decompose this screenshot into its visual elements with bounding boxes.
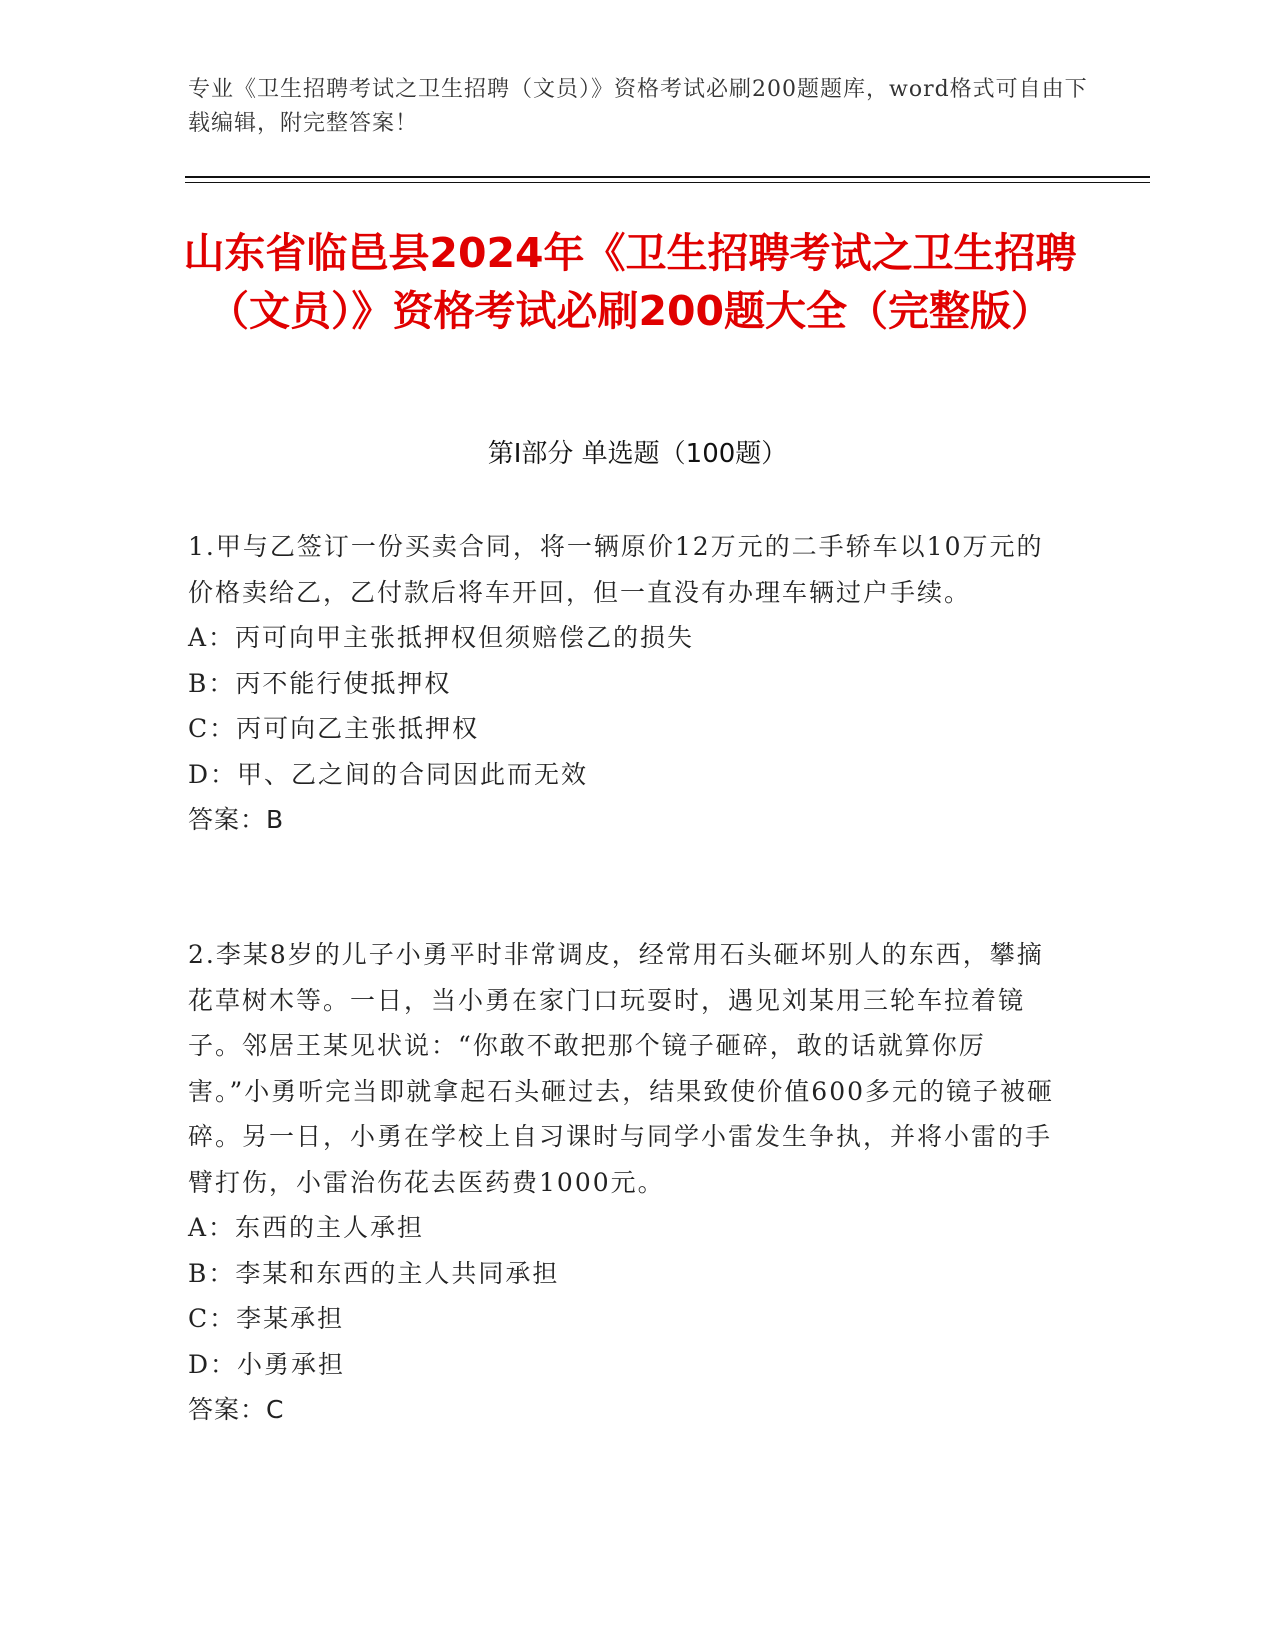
header-divider-thin [185, 182, 1150, 183]
question-1 [188, 524, 1068, 843]
header-divider-thick [185, 176, 1150, 178]
option-b: B：丙不能行使抵押权 [188, 668, 452, 698]
section-title: 第Ⅰ部分 单选题（100题） [487, 439, 788, 469]
answer: 答案：C [188, 1395, 285, 1424]
question-text: 1.甲与乙签订一份买卖合同，将一辆原价12万元的二手轿车以10万元的价格卖给乙，乙付款后将车开回，但一直没有办理车辆过户手续。 [188, 532, 1044, 607]
question-text: 2.李某8岁的儿子小勇平时非常调皮，经常用石头砸坏别人的东西，攀摘花草树木等。一日，当小勇在家门口玩耍时，遇见刘某用三轮车拉着镜子。邻居王某见状说：“你敢不敢把那个镜子砸碎，敢的话就算你厉害。”小勇听完当即就拿起石头砸过去，结果致使价值600多元的镜子被砸碎。另一日，小勇在学校上自习课时与同学小雷发生争执，并将小雷的手臂打伤，小雷治伤花去医药费1000元。 [188, 940, 1055, 1197]
option-c: C：李某承担 [188, 1304, 345, 1333]
document-title: 山东省临邑县2024年《卫生招聘考试之卫生招聘（文员）》资格考试必刷200题大全（完整版） [183, 229, 1077, 335]
option-b: B：李某和东西的主人共同承担 [188, 1258, 560, 1288]
option-d: D：甲、乙之间的合同因此而无效 [188, 759, 589, 789]
option-a: A：丙可向甲主张抵押权但须赔偿乙的损失 [188, 623, 695, 652]
option-a: A：东西的主人承担 [188, 1213, 425, 1242]
question-2 [188, 932, 1068, 1433]
header-note: 专业《卫生招聘考试之卫生招聘（文员）》资格考试必刷200题题库，word格式可自由下载编辑，附完整答案！ [188, 77, 1088, 136]
option-d: D：小勇承担 [188, 1349, 346, 1379]
answer: 答案：B [188, 805, 285, 834]
option-c: C：丙可向乙主张抵押权 [188, 714, 480, 743]
